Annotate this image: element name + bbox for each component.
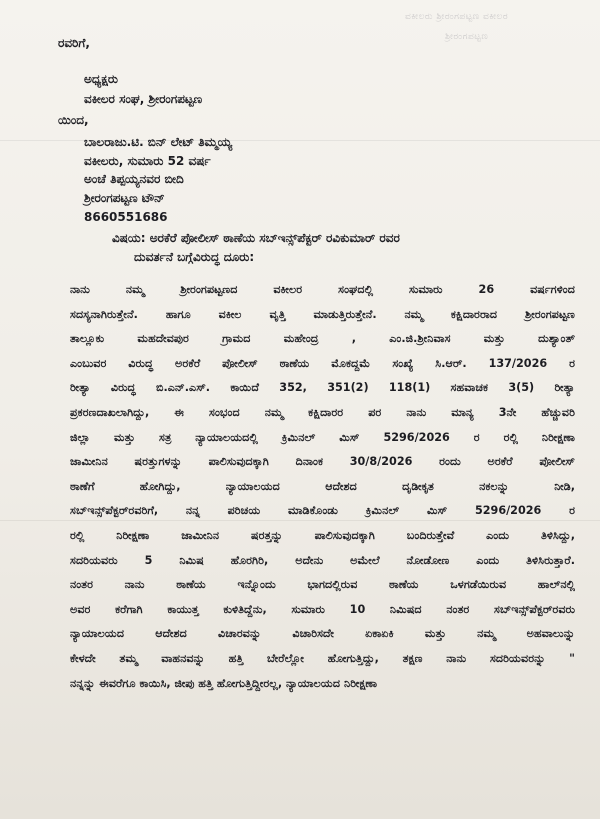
body-line: ನಂತರ ನಾನು ಠಾಣೆಯ ಇನ್ನೊಂದು ಭಾಗದಲ್ಲಿರುವ ಠಾಣೆಯ ಒಳಗಡೆಯಿರುವ ಹಾಲ್‌ನಲ್ಲಿ	[70, 578, 575, 592]
body-line: ನನ್ನನ್ನು ಈವರೆಗೂ ಕಾಯಿಸಿ, ಜೀಪು ಹತ್ತಿ ಹೋಗುತ್ತಿದ್ದೀರಲ್ಲ, ನ್ಯಾಯಾಲಯದ ನಿರೀಕ್ಷಣಾ	[70, 676, 378, 690]
sender-phone: 8660551686	[84, 210, 168, 224]
body-line: ಅವರ ಕರೆಗಾಗಿ ಕಾಯುತ್ತ ಕುಳಿತಿದ್ದೆನು, ಸುಮಾರು 10 ನಿಮಿಷದ ನಂತರ ಸಬ್‌ಇನ್ಸ್‌ಪೆಕ್ಟರ್‌ರವರು	[70, 602, 575, 616]
body-line: ತಾಲ್ಲೂಕು ಮಹದೇವಪುರ ಗ್ರಾಮದ ಮಹೇಂದ್ರ , ಎಂ.ಜಿ.ಶ್ರೀನಿವಾಸ ಮತ್ತು ದುಶ್ಯಾಂತ್	[70, 332, 575, 346]
body-line: ಠಾಣೆಗೆ ಹೋಗಿದ್ದು, ನ್ಯಾಯಾಲಯದ ಆದೇಶದ ದೃಡೀಕೃತ ನಕಲನ್ನು ನೀಡಿ,	[70, 479, 575, 493]
faint-bleed-text: ವಕೀಲರು ಶ್ರೀರಂಗಪಟ್ಟಣ ವಕೀಲರ	[405, 12, 509, 22]
salutation: ರವರಿಗೆ,	[58, 36, 90, 50]
sender-occupation: ವಕೀಲರು, ಸುಮಾರು 52 ವರ್ಷ	[84, 154, 211, 168]
body-line: ಪ್ರಕರಣದಾಖಲಾಗಿದ್ದು, ಈ ಸಂಭಂದ ನಮ್ಮ ಕಕ್ಷಿದಾರರ ಪರ ನಾನು ಮಾನ್ಯ 3ನೇ ಹೆಚ್ಚುವರಿ	[70, 405, 575, 419]
faint-bleed-text: ಶ್ರೀರಂಗಪಟ್ಟಣ	[445, 32, 489, 42]
recipient-org: ವಕೀಲರ ಸಂಘ, ಶ್ರೀರಂಗಪಟ್ಟಣ	[84, 92, 203, 106]
body-line: ಸದಸ್ಯನಾಗಿರುತ್ತೇನೆ. ಹಾಗೂ ವಕೀಲ ವೃತ್ತಿ ಮಾಡುತ್ತಿರುತ್ತೇನೆ. ನಮ್ಮ ಕಕ್ಷಿದಾರರಾದ ಶ್ರೀರಂಗಪಟ್ಟಣ	[70, 307, 575, 321]
body-line: ಜಿಲ್ಲಾ ಮತ್ತು ಸತ್ರ ನ್ಯಾಯಾಲಯದಲ್ಲಿ ಕ್ರಿಮಿನಲ್ ಮಿಸ್ 5296/2026 ರ ರಲ್ಲಿ ನಿರೀಕ್ಷಣಾ	[70, 430, 575, 444]
body-line: ರೀತ್ಯಾ ವಿರುದ್ಧ ಬಿ.ಎನ್.ಎಸ್. ಕಾಯಿದೆ 352, 351(2) 118(1) ಸಹವಾಚಕ 3(5) ರೀತ್ಯಾ	[70, 381, 575, 395]
subject-line1: ವಿಷಯ: ಅರಕೆರೆ ಪೋಲೀಸ್ ಠಾಣೆಯ ಸಬ್‌ಇನ್ಸ್‌ಪೆಕ್ಟರ್ ರವಿಕುಮಾರ್ ರವರ	[112, 231, 400, 245]
body-line: ಎಂಬುವರ ವಿರುದ್ಧ ಅರಕೆರೆ ಪೋಲೀಸ್ ಠಾಣೆಯ ಮೊಕದ್ದಮೆ ಸಂಖ್ಯೆ ಸಿ.ಆರ್. 137/2026 ರ	[70, 356, 575, 370]
body-line: ಸದರಿಯವರು 5 ನಿಮಿಷ ಹೊರಗಿರಿ, ಅದೇನು ಅಮೇಲೆ ನೋಡೋಣ ಎಂದು ತಿಳಿಸಿರುತ್ತಾರೆ.	[70, 553, 575, 567]
body-line: ಕೇಳದೇ ತಮ್ಮ ವಾಹನವನ್ನು ಹತ್ತಿ ಬೇರೆಲ್ಲೋ ಹೋಗುತ್ತಿದ್ದು, ತಕ್ಷಣ ನಾನು ಸದರಿಯವರನ್ನು "	[70, 651, 575, 665]
sender-address-line1: ಅಂಚೆ ತಿಪ್ಪಯ್ಯನವರ ಬೀದಿ	[84, 172, 184, 186]
body-line: ಸಬ್‌ಇನ್ಸ್‌ಪೆಕ್ಟರ್‌ರವರಿಗೆ, ನನ್ನ ಪರಿಚಯ ಮಾಡಿಕೊಂಡು ಕ್ರಿಮಿನಲ್ ಮಿಸ್ 5296/2026 ರ	[70, 504, 575, 518]
complaint-body	[70, 278, 575, 696]
recipient-title: ಅಧ್ಯಕ್ಷರು	[84, 72, 118, 86]
sender-name: ಬಾಲರಾಜು.ಟಿ. ಬಿನ್ ಲೇಟ್ ತಿಮ್ಮಯ್ಯ	[84, 135, 233, 149]
from-label: ಯಿಂದ,	[58, 113, 89, 127]
subject-line2: ದುವರ್ತನೆ ಬಗ್ಗೆವಿರುದ್ಧ ದೂರು:	[134, 250, 255, 264]
body-line: ನ್ಯಾಯಾಲಯದ ಆದೇಶದ ವಿಚಾರವನ್ನು ವಿಚಾರಿಸದೇ ಏಕಾಏಕಿ ಮತ್ತು ನಮ್ಮ ಅಹವಾಲುನ್ನು	[70, 627, 575, 641]
body-line: ರಲ್ಲಿ ನಿರೀಕ್ಷಣಾ ಜಾಮೀನಿನ ಷರತ್ತನ್ನು ಪಾಲಿಸುವುದಕ್ಕಾಗಿ ಬಂದಿರುತ್ತೇವೆ ಎಂದು ತಿಳಿಸಿದ್ದು,	[70, 528, 575, 542]
sender-address-line2: ಶ್ರೀರಂಗಪಟ್ಟಣ ಟೌನ್	[84, 191, 165, 205]
body-line: ಜಾಮೀನಿನ ಷರತ್ತುಗಳನ್ನು ಪಾಲಿಸುವುದಕ್ಕಾಗಿ ದಿನಾಂಕ 30/8/2026 ರಂದು ಅರಕೆರೆ ಪೋಲೀಸ್	[70, 455, 575, 469]
body-line: ನಾನು ನಮ್ಮ ಶ್ರೀರಂಗಪಟ್ಟಣದ ವಕೀಲರ ಸಂಘದಲ್ಲಿ ಸುಮಾರು 26 ವರ್ಷಗಳಿಂದ	[70, 283, 575, 296]
